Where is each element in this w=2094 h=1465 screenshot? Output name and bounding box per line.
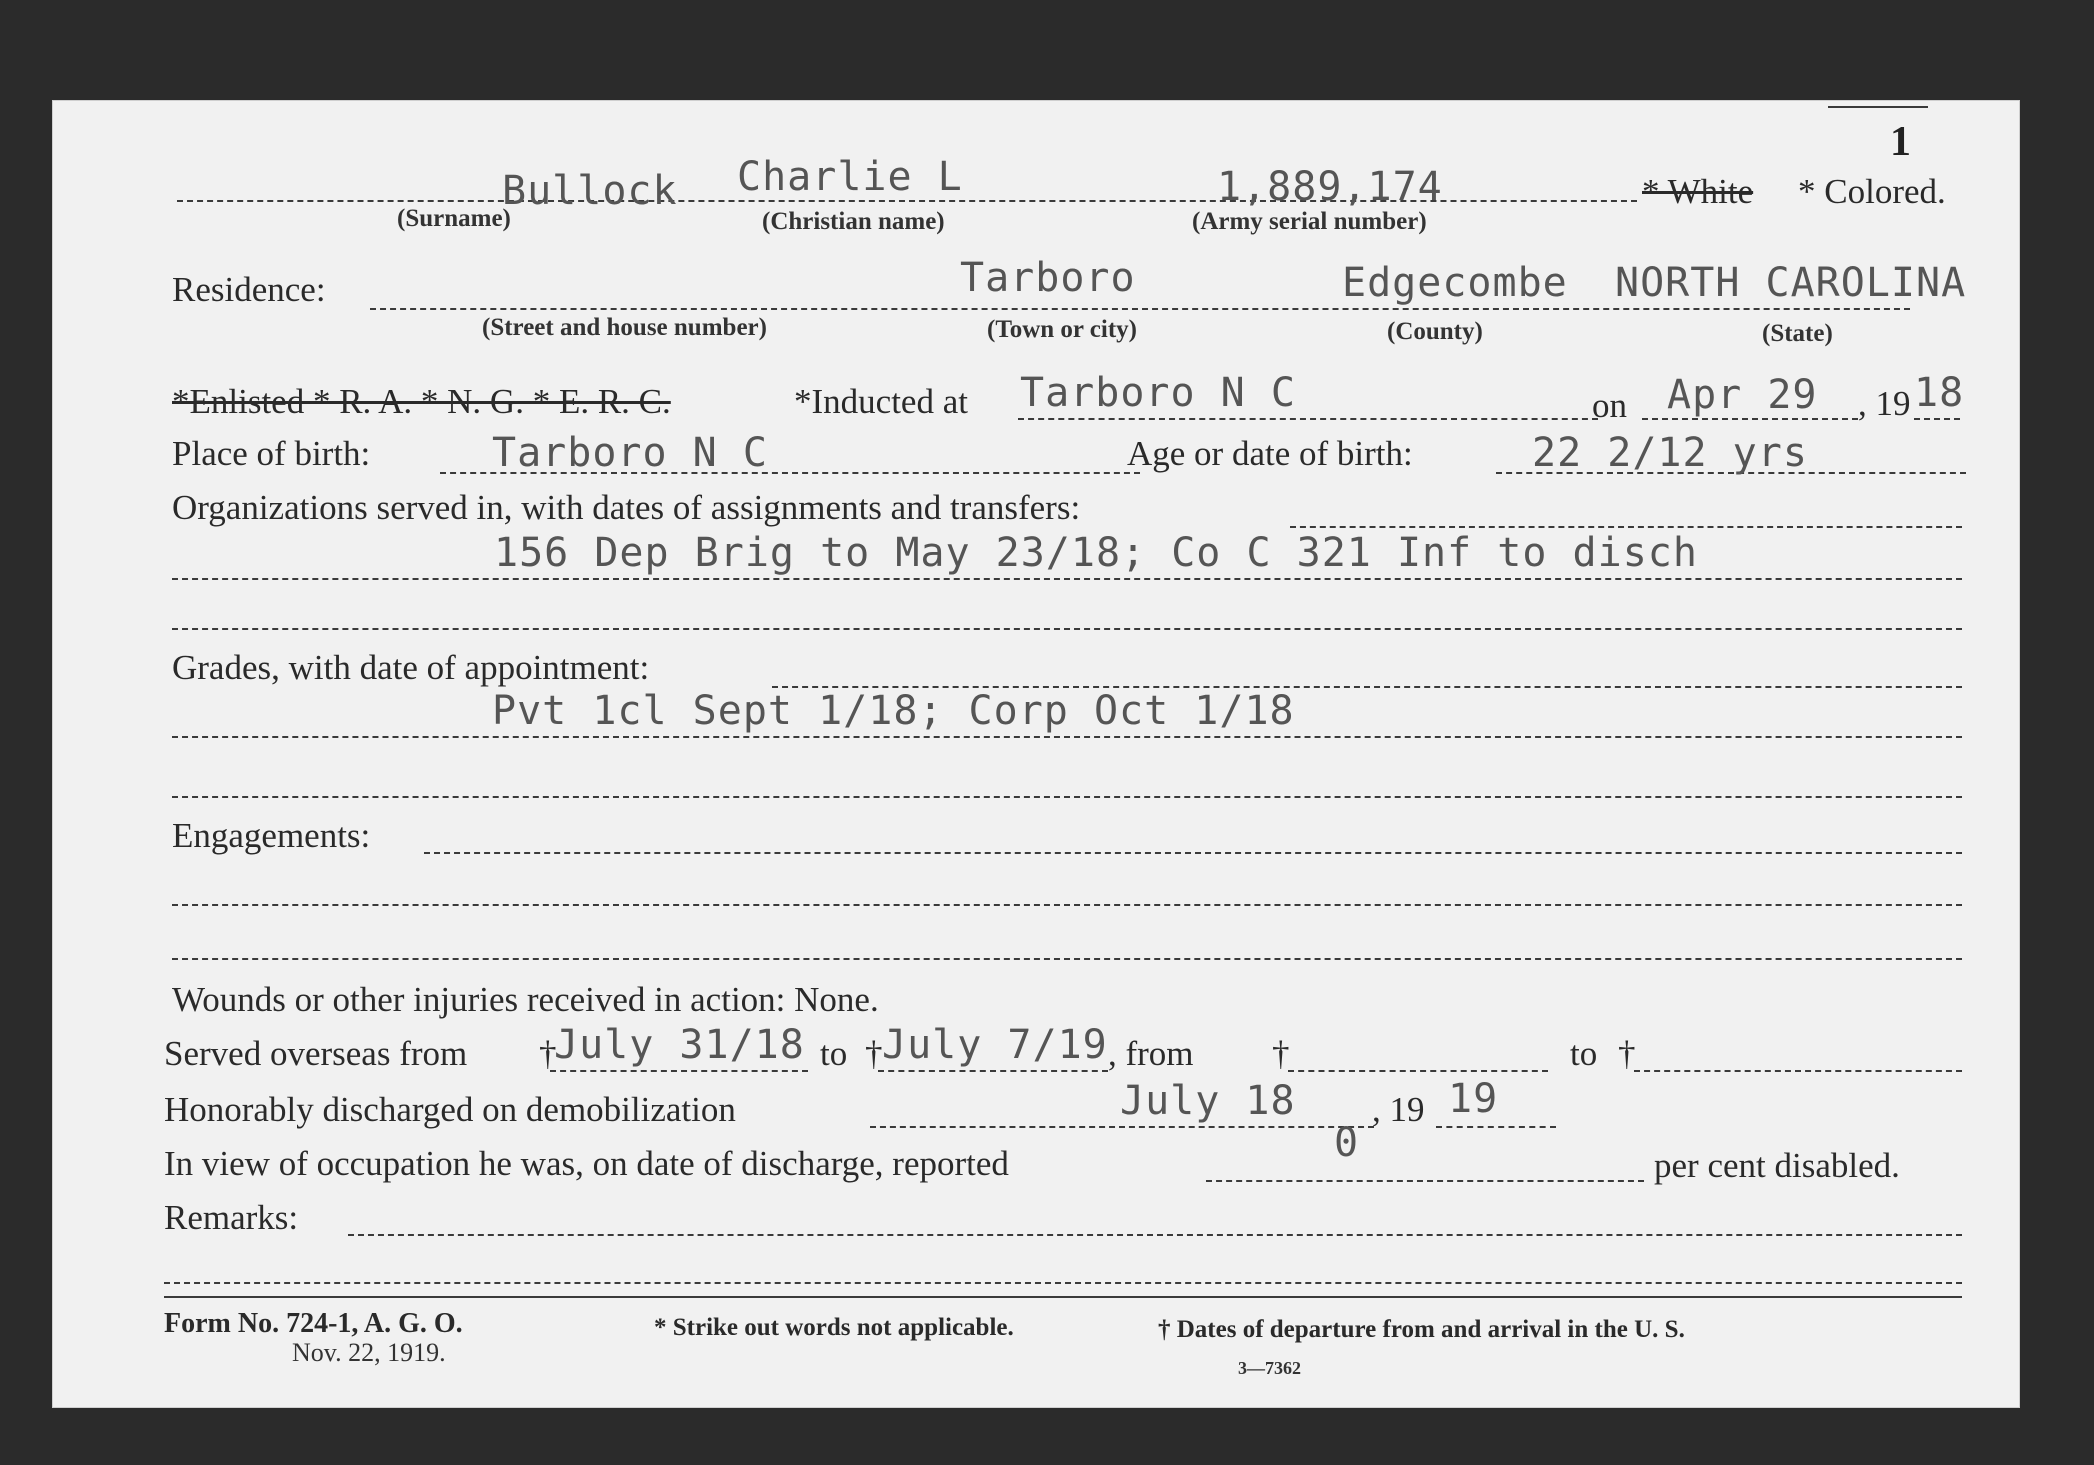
card-number: 1 bbox=[1890, 119, 1911, 165]
on-label: on bbox=[1592, 386, 1627, 425]
overseas-from-1-value: July 31/18 bbox=[554, 1022, 805, 1068]
serial-number-value: 1,889,174 bbox=[1217, 164, 1443, 210]
surname-caption: (Surname) bbox=[397, 205, 511, 232]
served-overseas-label: Served overseas from bbox=[164, 1034, 468, 1073]
place-of-birth-value: Tarboro N C bbox=[492, 430, 768, 476]
grades-value: Pvt 1cl Sept 1/18; Corp Oct 1/18 bbox=[492, 688, 1295, 734]
county-caption: (County) bbox=[1387, 318, 1483, 345]
inducted-place-value: Tarboro N C bbox=[1020, 370, 1296, 416]
wounds-label: Wounds or other injuries received in action: None. bbox=[172, 980, 879, 1019]
overseas-from-label-2: , from bbox=[1108, 1034, 1194, 1073]
race-colored-option: * Colored. bbox=[1798, 172, 1946, 211]
residence-county-value: Edgecombe bbox=[1342, 260, 1568, 306]
disability-label: In view of occupation he was, on date of discharge, reported bbox=[164, 1144, 1009, 1183]
street-caption: (Street and house number) bbox=[482, 314, 767, 341]
overseas-dagger-3: † bbox=[1272, 1034, 1290, 1073]
engagements-label: Engagements: bbox=[172, 816, 371, 855]
place-of-birth-label: Place of birth: bbox=[172, 434, 371, 473]
surname-value: Bullock bbox=[502, 168, 678, 214]
induction-year-value: 18 bbox=[1914, 370, 1965, 416]
overseas-dagger-1: † bbox=[539, 1034, 557, 1073]
induction-year-prefix: , 19 bbox=[1858, 384, 1911, 423]
grades-label: Grades, with date of appointment: bbox=[172, 648, 650, 687]
serial-number-caption: (Army serial number) bbox=[1192, 208, 1427, 235]
dates-note: † Dates of departure from and arrival in the U. S. bbox=[1158, 1316, 1685, 1343]
remarks-label: Remarks: bbox=[164, 1198, 299, 1237]
discharge-year-value: 19 bbox=[1448, 1076, 1499, 1122]
discharge-year-prefix: , 19 bbox=[1372, 1090, 1425, 1129]
age-label: Age or date of birth: bbox=[1127, 434, 1413, 473]
discharge-label: Honorably discharged on demobilization bbox=[164, 1090, 736, 1129]
christian-name-value: Charlie L bbox=[737, 154, 963, 200]
inducted-label: *Inducted at bbox=[794, 382, 968, 421]
disability-value: 0 bbox=[1334, 1120, 1360, 1166]
form-number: Form No. 724-1, A. G. O. bbox=[164, 1308, 463, 1339]
overseas-dagger-2: † bbox=[865, 1034, 883, 1073]
print-code: 3—7362 bbox=[1238, 1358, 1301, 1378]
age-value: 22 2/12 yrs bbox=[1532, 430, 1808, 476]
form-date: Nov. 22, 1919. bbox=[292, 1338, 446, 1367]
overseas-to-label-1: to bbox=[820, 1034, 848, 1073]
induction-date-value: Apr 29 bbox=[1667, 372, 1818, 418]
organizations-label: Organizations served in, with dates of assignments and transfers: bbox=[172, 488, 1081, 527]
disability-suffix: per cent disabled. bbox=[1654, 1146, 1900, 1185]
race-white-option: * White bbox=[1642, 172, 1754, 211]
town-caption: (Town or city) bbox=[987, 316, 1137, 343]
residence-label: Residence: bbox=[172, 270, 326, 309]
strike-out-note: * Strike out words not applicable. bbox=[654, 1314, 1014, 1341]
residence-state-value: NORTH CAROLINA bbox=[1615, 260, 1967, 306]
christian-name-caption: (Christian name) bbox=[762, 208, 945, 235]
organizations-value: 156 Dep Brig to May 23/18; Co C 321 Inf to disch bbox=[494, 530, 1698, 576]
state-caption: (State) bbox=[1762, 320, 1833, 347]
residence-town-value: Tarboro bbox=[960, 255, 1136, 301]
overseas-dagger-4: † bbox=[1618, 1034, 1636, 1073]
discharge-date-value: July 18 bbox=[1120, 1078, 1296, 1124]
service-record-card bbox=[52, 100, 2020, 1408]
overseas-to-label-2: to bbox=[1570, 1034, 1598, 1073]
enlisted-struck-options: *Enlisted * R. A. * N. G. * E. R. C. bbox=[172, 382, 671, 421]
overseas-to-1-value: July 7/19 bbox=[882, 1022, 1108, 1068]
